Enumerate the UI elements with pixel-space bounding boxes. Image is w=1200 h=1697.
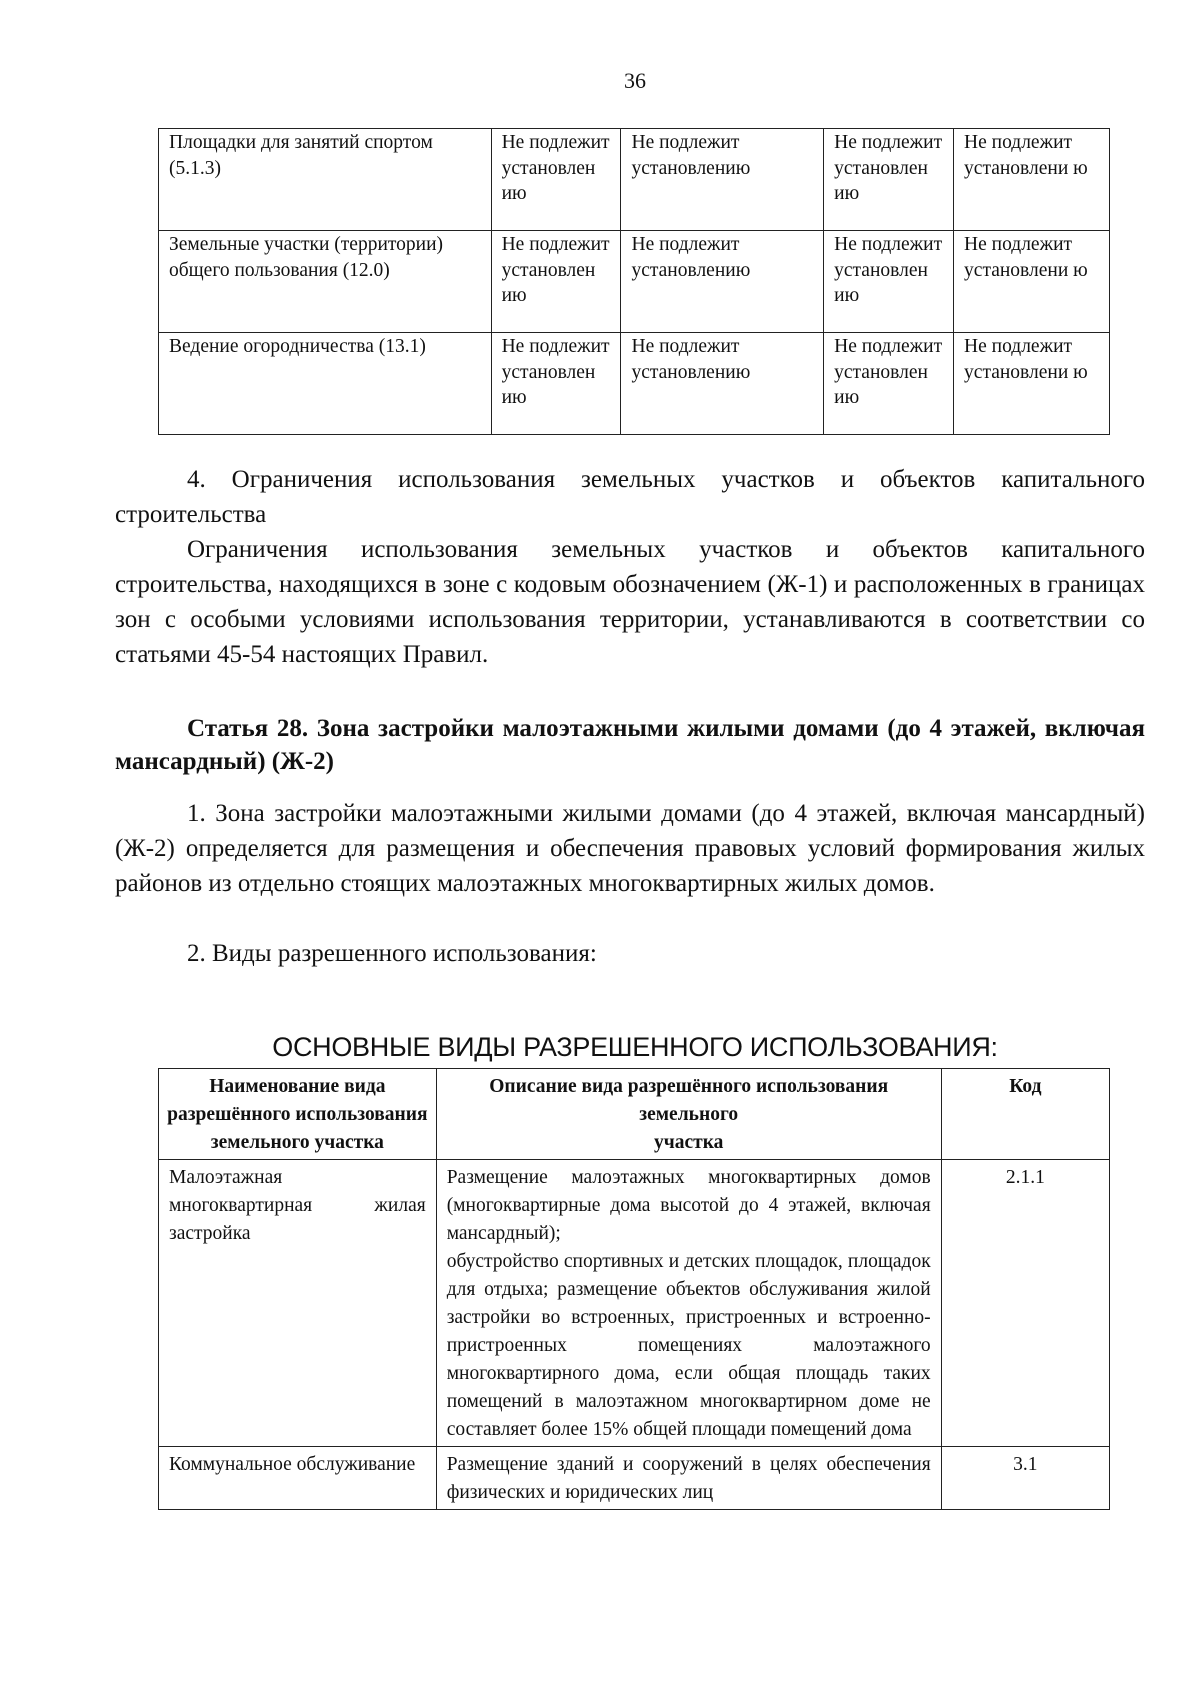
table-header-row [159, 1069, 1110, 1160]
section-4-heading: 4. Ограничения использования земельных участков и объектов капитального строительства [115, 466, 1145, 528]
table-cell-name: Земельные участки (территории) общего пользования (12.0) [159, 231, 492, 333]
table-cell-name: Коммунальное обслуживание [159, 1447, 437, 1510]
table-row [159, 129, 1110, 231]
table-cell-description: Размещение малоэтажных многоквартирных домов (многоквартирные дома высотой до 4 этажей, включая мансардный); обустройство спортивных и детских площадок, площадок для отдыха; размещение объектов обслуживания жилой застройки во встроенных, пристроенных и встроенно-пристроенных помещениях малоэтажного многоквартирного дома, если общая площадь таких помещений в малоэтажном многоквартирном доме не составляет более 15% общей площади помещений дома [436, 1160, 941, 1447]
column-header-description: Описание вида разрешённого использования земельного участка [436, 1069, 941, 1160]
table-row [159, 333, 1110, 435]
table-cell: Не подлежит установлению [621, 333, 824, 435]
page-number: 36 [624, 68, 646, 93]
article-paragraph-2: 2. Виды разрешенного использования: [187, 940, 597, 967]
column-header-code: Код [941, 1069, 1109, 1160]
table-cell-code: 3.1 [941, 1447, 1109, 1510]
table-cell: Не подлежит установлению [621, 231, 824, 333]
table-cell-description: Размещение зданий и сооружений в целях обеспечения физических и юридических лиц [436, 1447, 941, 1510]
table-cell-name: Малоэтажная многоквартирная жилая застройка [159, 1160, 437, 1447]
table-row [159, 231, 1110, 333]
table-caption: ОСНОВНЫЕ ВИДЫ РАЗРЕШЕННОГО ИСПОЛЬЗОВАНИЯ: [272, 1032, 998, 1062]
table-cell: Не подлежит установлен ию [824, 231, 954, 333]
table-cell: Не подлежит установлени ю [954, 231, 1110, 333]
restrictions-table [158, 128, 1110, 435]
table-cell: Не подлежит установлению [621, 129, 824, 231]
table-cell-name: Ведение огородничества (13.1) [159, 333, 492, 435]
table-cell: Не подлежит установлен ию [491, 333, 621, 435]
column-header-name: Наименование вида разрешённого использования земельного участка [159, 1069, 437, 1160]
table-cell: Не подлежит установлени ю [954, 333, 1110, 435]
table-cell: Не подлежит установлен ию [491, 231, 621, 333]
table-cell: Не подлежит установлен ию [824, 129, 954, 231]
table-row [159, 1447, 1110, 1510]
table-cell-code: 2.1.1 [941, 1160, 1109, 1447]
section-4-text: Ограничения использования земельных участков и объектов капитального строительства, находящихся в зоне с кодовым обозначением (Ж-1) и расположенных в границах зон с особыми условиями использования территории, устанавливаются в соответствии со статьями 45-54 настоящих Правил. [115, 536, 1145, 668]
table-cell-name: Площадки для занятий спортом (5.1.3) [159, 129, 492, 231]
table-cell: Не подлежит установлен ию [824, 333, 954, 435]
table-cell: Не подлежит установлен ию [491, 129, 621, 231]
table-cell: Не подлежит установлени ю [954, 129, 1110, 231]
table-row [159, 1160, 1110, 1447]
permitted-uses-table [158, 1068, 1110, 1510]
article-paragraph-1: 1. Зона застройки малоэтажными жилыми домами (до 4 этажей, включая мансардный) (Ж-2) определяется для размещения и обеспечения правовых условий формирования жилых районов из отдельно стоящих малоэтажных многоквартирных жилых домов. [115, 800, 1145, 897]
article-title: Статья 28. Зона застройки малоэтажными жилыми домами (до 4 этажей, включая мансардный) (Ж-2) [115, 715, 1145, 775]
